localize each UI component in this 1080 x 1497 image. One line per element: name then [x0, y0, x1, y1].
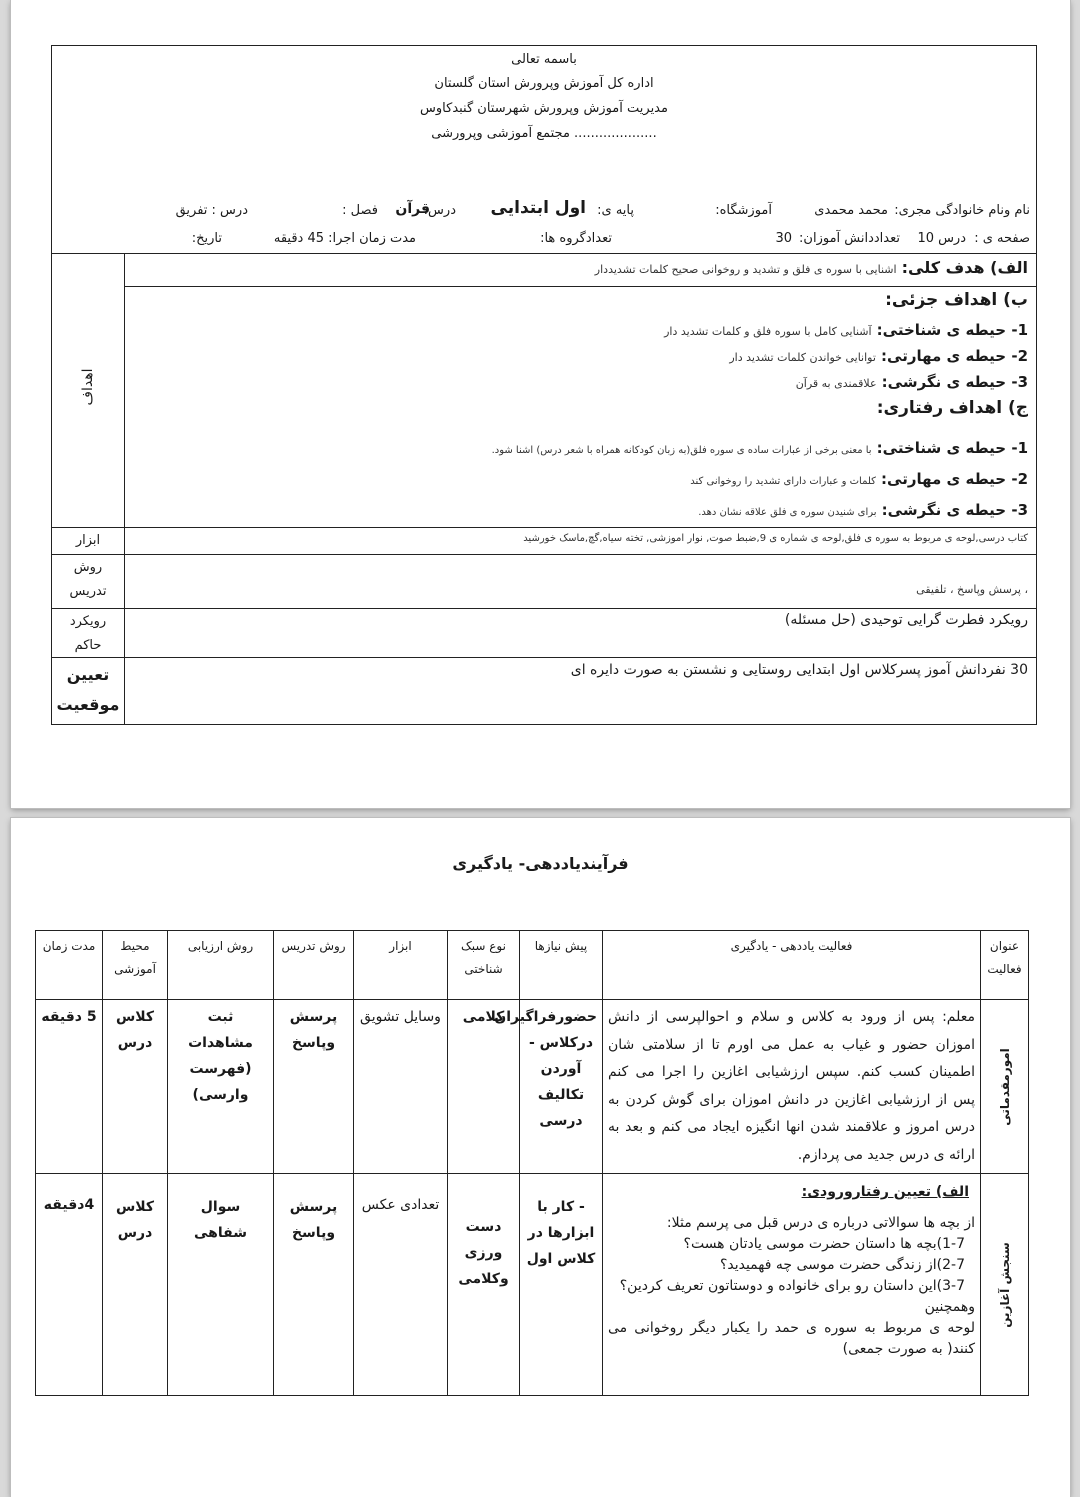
document-page-2 — [11, 818, 1070, 1497]
subject-label: درس: — [423, 203, 456, 218]
goal-text: با معنی برخی از عبارات ساده ی سوره فلق(به زبان کودکانه همراه با شعر درس) اشنا شود. — [491, 445, 872, 456]
method-label-1: روش — [73, 560, 103, 575]
table-row — [36, 1000, 1029, 1174]
goal-label: 2- حیطه ی مهارتی: — [881, 470, 1028, 488]
divider — [52, 253, 1036, 254]
tools-text: کتاب درسی,لوحه ی مربوط به سوره ی فلق,لوحه ی شماره ی 9,ضبط صوت, نوار اموزشی, تخته سیاه,گچ,ماسک خورشید — [523, 533, 1028, 544]
teacher-label: نام ونام خانوادگی مجری: — [894, 203, 1030, 218]
students-count: 30 — [775, 231, 792, 246]
table-header-row — [36, 931, 1029, 1000]
position-text: 30 نفردانش آموز پسرکلاس اول ابتدایی روستایی و نشستن به صورت دایره ای — [570, 662, 1028, 678]
goal-text: آشنایی کامل با سوره فلق و کلمات تشدید دار — [664, 325, 872, 338]
divider — [124, 286, 1036, 287]
method-label-2: تدریس — [69, 584, 107, 599]
students-label: تعداددانش آموزان: — [799, 231, 900, 246]
lesson-plan-frame — [51, 45, 1037, 725]
approach-label-1: رویکرد — [69, 614, 107, 629]
approach-text: رویکرد فطرت گرایی توحیدی (حل مسئله) — [784, 612, 1028, 628]
method-text: ، پرسش وپاسخ ، تلفیقی — [916, 583, 1028, 596]
general-goal — [595, 258, 1028, 277]
col-header-assessment: روش ارزیابی — [168, 931, 274, 1000]
behavioral-goals-title: ج) اهداف رفتاری: — [876, 398, 1028, 418]
activity-also: وهمچنین — [924, 1299, 975, 1315]
general-goal-title: الف) هدف کلی: — [901, 258, 1028, 277]
row-prereq: - کار با ابزارها در کلاس اول — [520, 1174, 603, 1396]
row-method: پرسش وپاسخ — [274, 1174, 354, 1396]
row-environment: کلاس درس — [103, 1174, 168, 1396]
activity-intro: از بچه ها سوالاتی درباره ی درس قبل می پرسم مثلا: — [666, 1215, 975, 1231]
goal-label: 1- حیطه ی شناختی: — [876, 439, 1028, 457]
divider — [52, 554, 1036, 555]
row-title: سنجش آغازین — [981, 1174, 1029, 1396]
school-label: آموزشگاه: — [715, 203, 772, 218]
grade-value: اول ابتدایی — [490, 198, 586, 218]
lesson-no: 10 — [917, 231, 934, 246]
behavioral-goal-skill — [690, 469, 1028, 488]
activity-closing: لوحه ی مربوط به سوره ی حمد را یکبار دیگر روخوانی می کنند( به صورت جمعی) — [608, 1320, 975, 1357]
header-line-2: اداره کل آموزش وپرورش استان گلستان — [434, 76, 654, 91]
col-header-method: روش تدریس — [274, 931, 354, 1000]
process-table — [35, 930, 1029, 1396]
col-header-style: نوع سبک شناختی — [448, 931, 520, 1000]
col-header-title: عنوان فعالیت — [981, 931, 1029, 1000]
col-header-duration: مدت زمان — [36, 931, 103, 1000]
divider — [52, 657, 1036, 658]
lesson-no-label: درس — [938, 231, 966, 246]
col-header-tools: ابزار — [354, 931, 448, 1000]
row-method: پرسش وپاسخ — [274, 1000, 354, 1174]
divider — [52, 527, 1036, 528]
row-activity — [603, 1174, 981, 1396]
row-duration: 4دقیقه — [36, 1174, 103, 1396]
process-title: فرآیندیاددهی- یادگیری — [452, 854, 629, 873]
position-label-1: تعیین — [66, 665, 110, 684]
goal-text: برای شنیدن سوره ی فلق علاقه نشان دهد. — [698, 507, 877, 518]
divider — [52, 608, 1036, 609]
header-line-3: مدیریت آموزش وپرورش شهرستان گنبدکاوس — [420, 101, 668, 116]
goal-text: کلمات و عبارات دارای تشدید را روخوانی کند — [690, 476, 876, 487]
row-activity: معلم: پس از ورود به کلاس و سلام و احوالپرسی از دانش اموزان حضور و غیاب به عمل می اورم تا از سلامتی شان اطمینان کسب کنم. سپس ارزشیابی اغازین را اجرا می کنم پس از ارزشیابی اغازین در دانش اموزان برای گوش کردن به درس امروز و علاقمند شدن انها انگیزه ایجاد می کنم و بعد به ارائه ی درس جدید می پردازم. — [603, 1000, 981, 1174]
chapter-label: فصل : — [342, 203, 378, 218]
goal-text: علاقمندی به قرآن — [795, 377, 877, 390]
document-page-1 — [11, 0, 1070, 808]
goal-label: 2- حیطه ی مهارتی: — [881, 347, 1028, 365]
row-duration: 5 دقیقه — [36, 1000, 103, 1174]
row-tools: تعدادی عکس — [354, 1174, 448, 1396]
activity-question: 3-7)این داستان رو برای خانواده و دوستاتون تعریف کردین؟ — [619, 1278, 965, 1294]
table-row — [36, 1174, 1029, 1396]
date-label: تاریخ: — [191, 231, 222, 246]
activity-question: 1-7)بچه ها داستان حضرت موسی یادتان هست؟ — [683, 1236, 965, 1252]
subject-value: قرآن — [395, 201, 430, 217]
goal-label: 3- حیطه ی نگرشی: — [881, 501, 1028, 519]
activity-question: 2-7)از زندگی حضرت موسی چه فهمیدید؟ — [719, 1257, 965, 1273]
partial-goal-skill — [729, 346, 1028, 365]
row-assessment: سوال شفاهی — [168, 1174, 274, 1396]
goal-label: 3- حیطه ی نگرشی: — [881, 373, 1028, 391]
header-line-4: مجتمع آموزشی وپرورشی .................... — [431, 126, 657, 141]
general-goal-text: اشنایی با سوره ی فلق و تشدید و روخوانی صحیح کلمات تشدیددار — [594, 263, 897, 276]
col-header-prereq: پیش نیازها — [520, 931, 603, 1000]
row-style: کلامی — [448, 1000, 520, 1174]
teacher-name: محمد محمدی — [814, 203, 888, 218]
entry-behavior-title: الف) تعیین رفتارورودی: — [801, 1184, 969, 1200]
row-assessment: ثبت مشاهدات (فهرست وارسی) — [168, 1000, 274, 1174]
goal-text: توانایی خواندن کلمات تشدید دار — [729, 351, 876, 364]
behavioral-goal-attitude — [698, 500, 1028, 519]
partial-goal-attitude — [796, 372, 1028, 391]
col-header-environment: محیط آموزشی — [103, 931, 168, 1000]
groups-label: تعدادگروه ها: — [540, 231, 612, 246]
duration: مدت زمان اجرا: 45 دقیقه — [273, 231, 416, 246]
partial-goals-title: ب) اهداف جزئی: — [885, 290, 1028, 310]
lesson-name: درس : تفریق — [175, 203, 248, 218]
row-style: دست ورزی وکلامی — [448, 1174, 520, 1396]
row-tools: وسایل تشویق — [354, 1000, 448, 1174]
row-environment: کلاس درس — [103, 1000, 168, 1174]
page-label: صفحه ی : — [974, 231, 1030, 246]
behavioral-goal-cognitive — [492, 438, 1028, 457]
partial-goal-cognitive — [664, 320, 1028, 339]
row-title: امورمقدماتی — [981, 1000, 1029, 1174]
grade-label: پایه ی: — [597, 203, 634, 218]
col-header-activity: فعالیت یاددهی - یادگیری — [603, 931, 981, 1000]
objectives-side-label: اهداف — [80, 368, 96, 406]
approach-label-2: حاکم — [74, 638, 102, 653]
column-divider — [124, 253, 125, 724]
position-label-2: موقعیت — [56, 695, 120, 714]
tools-label: ابزار — [75, 533, 101, 548]
row-prereq: حضورفراگیران درکلاس - آوردن تکالیف درسی — [520, 1000, 603, 1174]
header-line-1: باسمه تعالی — [511, 52, 577, 67]
goal-label: 1- حیطه ی شناختی: — [876, 321, 1028, 339]
